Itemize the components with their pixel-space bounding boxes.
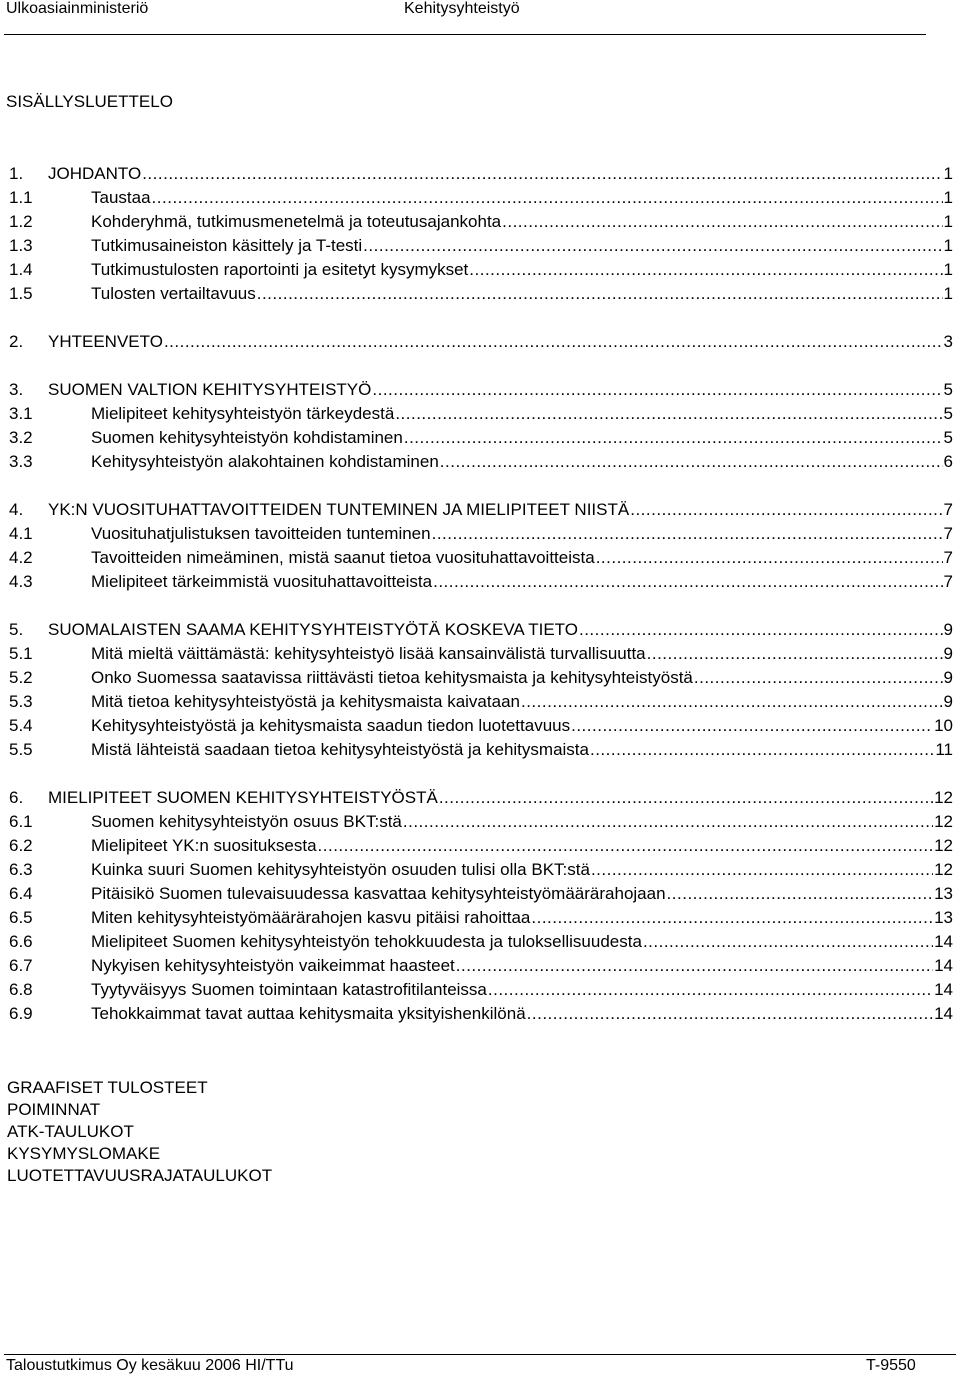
toc-entry-number: 1.5 bbox=[9, 284, 33, 303]
toc-entry-number: 6.2 bbox=[9, 836, 33, 855]
toc-subsection-entry[interactable] bbox=[9, 812, 953, 836]
toc-entry-page: 1 bbox=[943, 164, 953, 183]
toc-entry-number: 1.3 bbox=[9, 236, 33, 255]
toc-dot-leader bbox=[142, 164, 942, 184]
toc-dot-leader bbox=[439, 788, 933, 808]
toc-entry-number: 3.1 bbox=[9, 404, 33, 423]
toc-entry-title: Mielipiteet kehitysyhteistyön tärkeydestä bbox=[91, 404, 395, 423]
toc-subsection-entry[interactable] bbox=[9, 836, 953, 860]
footer-rule bbox=[4, 1354, 956, 1355]
toc-entry-number: 6. bbox=[9, 788, 24, 807]
toc-entry-page: 11 bbox=[935, 740, 953, 759]
toc-dot-leader bbox=[488, 980, 933, 1000]
toc-subsection-entry[interactable] bbox=[9, 716, 953, 740]
appendix-item: ATK-TAULUKOT bbox=[7, 1122, 134, 1141]
toc-entry-number: 6.6 bbox=[9, 932, 33, 951]
toc-entry-title: Mitä mieltä väittämästä: kehitysyhteistyö lisää kansainvälistä turvallisuutta bbox=[91, 644, 646, 663]
appendix-item: KYSYMYSLOMAKE bbox=[7, 1144, 161, 1163]
toc-subsection-entry[interactable] bbox=[9, 884, 953, 908]
toc-dot-leader bbox=[579, 620, 943, 640]
toc-dot-leader bbox=[667, 884, 934, 904]
toc-entry-title: Tyytyväisyys Suomen toimintaan katastrofitilanteissa bbox=[91, 980, 487, 999]
toc-dot-leader bbox=[527, 1004, 933, 1024]
toc-dot-leader bbox=[469, 260, 942, 280]
toc-entry-page: 6 bbox=[943, 452, 953, 471]
toc-section-entry[interactable] bbox=[9, 788, 953, 812]
toc-entry-page: 7 bbox=[943, 572, 953, 591]
toc-entry-title: Kuinka suuri Suomen kehitysyhteistyön osuuden tulisi olla BKT:stä bbox=[91, 860, 590, 879]
toc-entry-number: 4.2 bbox=[9, 548, 33, 567]
toc-entry-title: YK:N VUOSITUHATTAVOITTEIDEN TUNTEMINEN JA MIELIPITEET NIISTÄ bbox=[48, 500, 630, 519]
toc-dot-leader bbox=[502, 212, 942, 232]
toc-entry-page: 10 bbox=[934, 716, 953, 735]
toc-entry-page: 13 bbox=[934, 908, 953, 927]
toc-entry-page: 9 bbox=[943, 644, 953, 663]
toc-entry-page: 5 bbox=[943, 428, 953, 447]
toc-subsection-entry[interactable] bbox=[9, 668, 953, 692]
toc-entry-title: Mistä lähteistä saadaan tietoa kehitysyhteistyöstä ja kehitysmaista bbox=[91, 740, 589, 759]
toc-subsection-entry[interactable] bbox=[9, 644, 953, 668]
appendix-list bbox=[7, 1077, 272, 1187]
toc-entry-title: Tutkimusaineiston käsittely ja T-testi bbox=[91, 236, 363, 255]
toc-entry-title: JOHDANTO bbox=[48, 164, 142, 183]
toc-dot-leader bbox=[590, 740, 934, 760]
toc-entry-page: 7 bbox=[943, 500, 953, 519]
toc-entry-page: 9 bbox=[943, 692, 953, 711]
toc-entry-page: 9 bbox=[943, 668, 953, 687]
toc-subsection-entry[interactable] bbox=[9, 428, 953, 452]
toc-entry-number: 5.1 bbox=[9, 644, 33, 663]
toc-entry-title: Suomen kehitysyhteistyön kohdistaminen bbox=[91, 428, 403, 447]
toc-entry-title: Nykyisen kehitysyhteistyön vaikeimmat haasteet bbox=[91, 956, 455, 975]
toc-entry-number: 6.4 bbox=[9, 884, 33, 903]
toc-section-gap bbox=[9, 356, 953, 380]
toc-subsection-entry[interactable] bbox=[9, 956, 953, 980]
toc-entry-number: 3.2 bbox=[9, 428, 33, 447]
toc-subsection-entry[interactable] bbox=[9, 860, 953, 884]
toc-entry-title: Mielipiteet YK:n suosituksesta bbox=[91, 836, 317, 855]
toc-dot-leader bbox=[164, 332, 943, 352]
toc-entry-page: 5 bbox=[943, 380, 953, 399]
toc-entry-number: 5.5 bbox=[9, 740, 33, 759]
toc-entry-number: 4.3 bbox=[9, 572, 33, 591]
toc-entry-title: Kehitysyhteistyöstä ja kehitysmaista saadun tiedon luotettavuus bbox=[91, 716, 571, 735]
toc-entry-title: Mielipiteet Suomen kehitysyhteistyön tehokkuudesta ja tuloksellisuudesta bbox=[91, 932, 642, 951]
toc-subsection-entry[interactable] bbox=[9, 548, 953, 572]
toc-section-gap bbox=[9, 764, 953, 788]
toc-entry-page: 14 bbox=[934, 980, 953, 999]
toc-section-entry[interactable] bbox=[9, 620, 953, 644]
toc-dot-leader bbox=[647, 644, 943, 664]
toc-dot-leader bbox=[404, 428, 943, 448]
toc-entry-number: 6.7 bbox=[9, 956, 33, 975]
toc-section-gap bbox=[9, 308, 953, 332]
toc-entry-title: MIELIPITEET SUOMEN KEHITYSYHTEISTYÖSTÄ bbox=[48, 788, 438, 807]
toc-subsection-entry[interactable] bbox=[9, 452, 953, 476]
table-of-contents bbox=[9, 164, 953, 1028]
toc-entry-number: 6.8 bbox=[9, 980, 33, 999]
toc-subsection-entry[interactable] bbox=[9, 1004, 953, 1028]
toc-subsection-entry[interactable] bbox=[9, 212, 953, 236]
toc-section-gap bbox=[9, 596, 953, 620]
toc-entry-title: Suomen kehitysyhteistyön osuus BKT:stä bbox=[91, 812, 402, 831]
toc-entry-title: Onko Suomessa saatavissa riittävästi tietoa kehitysmaista ja kehitysyhteistyöstä bbox=[91, 668, 693, 687]
toc-dot-leader bbox=[152, 188, 943, 208]
toc-entry-page: 14 bbox=[934, 1004, 953, 1023]
toc-dot-leader bbox=[630, 500, 942, 520]
toc-dot-leader bbox=[531, 908, 933, 928]
toc-dot-leader bbox=[432, 524, 943, 544]
toc-entry-page: 1 bbox=[943, 188, 953, 207]
toc-entry-number: 4. bbox=[9, 500, 24, 519]
toc-entry-number: 1.1 bbox=[9, 188, 33, 207]
toc-entry-title: Mitä tietoa kehitysyhteistyöstä ja kehitysmaista kaivataan bbox=[91, 692, 520, 711]
header-rule bbox=[4, 34, 926, 35]
footer-left: Taloustutkimus Oy kesäkuu 2006 HI/TTu bbox=[6, 1357, 294, 1374]
toc-dot-leader bbox=[257, 284, 943, 304]
toc-entry-page: 13 bbox=[934, 884, 953, 903]
toc-subsection-entry[interactable] bbox=[9, 932, 953, 956]
toc-dot-leader bbox=[694, 668, 943, 688]
toc-subsection-entry[interactable] bbox=[9, 980, 953, 1004]
toc-entry-number: 6.9 bbox=[9, 1004, 33, 1023]
toc-entry-page: 3 bbox=[943, 332, 953, 351]
toc-entry-title: Mielipiteet tärkeimmistä vuosituhattavoitteista bbox=[91, 572, 433, 591]
toc-section-entry[interactable] bbox=[9, 332, 953, 356]
header-center: Kehitysyhteistyö bbox=[404, 0, 520, 17]
toc-entry-number: 5. bbox=[9, 620, 24, 639]
toc-entry-title: Miten kehitysyhteistyömäärärahojen kasvu pitäisi rahoittaa bbox=[91, 908, 531, 927]
toc-subsection-entry[interactable] bbox=[9, 740, 953, 764]
toc-entry-page: 12 bbox=[934, 836, 953, 855]
toc-entry-title: Tehokkaimmat tavat auttaa kehitysmaita yksityishenkilönä bbox=[91, 1004, 526, 1023]
toc-subsection-entry[interactable] bbox=[9, 188, 953, 212]
toc-entry-page: 9 bbox=[943, 620, 953, 639]
appendix-item: POIMINNAT bbox=[7, 1100, 101, 1119]
toc-section-gap bbox=[9, 476, 953, 500]
toc-dot-leader bbox=[521, 692, 943, 712]
toc-entry-number: 4.1 bbox=[9, 524, 33, 543]
toc-entry-number: 6.1 bbox=[9, 812, 33, 831]
toc-dot-leader bbox=[596, 548, 943, 568]
toc-entry-page: 1 bbox=[943, 284, 953, 303]
toc-subsection-entry[interactable] bbox=[9, 260, 953, 284]
toc-dot-leader bbox=[571, 716, 933, 736]
toc-entry-page: 7 bbox=[943, 524, 953, 543]
toc-entry-number: 3.3 bbox=[9, 452, 33, 471]
toc-entry-page: 1 bbox=[943, 212, 953, 231]
toc-section-entry[interactable] bbox=[9, 380, 953, 404]
toc-entry-title: SUOMEN VALTION KEHITYSYHTEISTYÖ bbox=[48, 380, 372, 399]
toc-dot-leader bbox=[403, 812, 933, 832]
appendix-item: LUOTETTAVUUSRAJATAULUKOT bbox=[7, 1166, 273, 1185]
toc-entry-page: 12 bbox=[934, 860, 953, 879]
toc-entry-number: 1.4 bbox=[9, 260, 33, 279]
toc-entry-page: 12 bbox=[934, 788, 953, 807]
toc-subsection-entry[interactable] bbox=[9, 908, 953, 932]
toc-subsection-entry[interactable] bbox=[9, 236, 953, 260]
toc-section-entry[interactable] bbox=[9, 164, 953, 188]
toc-entry-page: 1 bbox=[943, 260, 953, 279]
toc-subsection-entry[interactable] bbox=[9, 572, 953, 596]
appendix-item: GRAAFISET TULOSTEET bbox=[7, 1078, 208, 1097]
toc-subsection-entry[interactable] bbox=[9, 524, 953, 548]
toc-entry-title: Kohderyhmä, tutkimusmenetelmä ja toteutusajankohta bbox=[91, 212, 502, 231]
toc-dot-leader bbox=[643, 932, 933, 952]
toc-entry-number: 5.4 bbox=[9, 716, 33, 735]
toc-subsection-entry[interactable] bbox=[9, 692, 953, 716]
toc-entry-title: Tavoitteiden nimeäminen, mistä saanut tietoa vuosituhattavoitteista bbox=[91, 548, 595, 567]
toc-entry-number: 6.3 bbox=[9, 860, 33, 879]
toc-subsection-entry[interactable] bbox=[9, 284, 953, 308]
toc-entry-title: Kehitysyhteistyön alakohtainen kohdistaminen bbox=[91, 452, 439, 471]
toc-entry-number: 6.5 bbox=[9, 908, 33, 927]
toc-subsection-entry[interactable] bbox=[9, 404, 953, 428]
toc-entry-title: Vuosituhatjulistuksen tavoitteiden tunteminen bbox=[91, 524, 431, 543]
toc-entry-number: 5.2 bbox=[9, 668, 33, 687]
toc-entry-number: 1. bbox=[9, 164, 24, 183]
toc-entry-number: 5.3 bbox=[9, 692, 33, 711]
toc-dot-leader bbox=[440, 452, 943, 472]
toc-dot-leader bbox=[363, 236, 942, 256]
toc-entry-title: Pitäisikö Suomen tulevaisuudessa kasvattaa kehitysyhteistyömäärärahojaan bbox=[91, 884, 666, 903]
toc-entry-title: YHTEENVETO bbox=[48, 332, 163, 351]
toc-section-entry[interactable] bbox=[9, 500, 953, 524]
toc-entry-title: Tulosten vertailtavuus bbox=[91, 284, 256, 303]
toc-dot-leader bbox=[456, 956, 933, 976]
toc-entry-title: Taustaa bbox=[91, 188, 151, 207]
toc-entry-page: 7 bbox=[943, 548, 953, 567]
toc-entry-number: 1.2 bbox=[9, 212, 33, 231]
toc-entry-number: 2. bbox=[9, 332, 24, 351]
toc-entry-page: 14 bbox=[934, 956, 953, 975]
toc-entry-page: 5 bbox=[943, 404, 953, 423]
toc-entry-title: Tutkimustulosten raportointi ja esitetyt kysymykset bbox=[91, 260, 469, 279]
toc-entry-page: 1 bbox=[943, 236, 953, 255]
toc-entry-page: 12 bbox=[934, 812, 953, 831]
header-left: Ulkoasiainministeriö bbox=[6, 0, 149, 17]
toc-entry-title: SUOMALAISTEN SAAMA KEHITYSYHTEISTYÖTÄ KOSKEVA TIETO bbox=[48, 620, 578, 639]
toc-dot-leader bbox=[395, 404, 942, 424]
toc-entry-number: 3. bbox=[9, 380, 24, 399]
footer-right: T-9550 bbox=[866, 1357, 916, 1374]
toc-title: SISÄLLYSLUETTELO bbox=[6, 92, 173, 111]
toc-dot-leader bbox=[372, 380, 942, 400]
toc-dot-leader bbox=[591, 860, 933, 880]
toc-dot-leader bbox=[318, 836, 934, 856]
toc-entry-page: 14 bbox=[934, 932, 953, 951]
toc-dot-leader bbox=[433, 572, 942, 592]
